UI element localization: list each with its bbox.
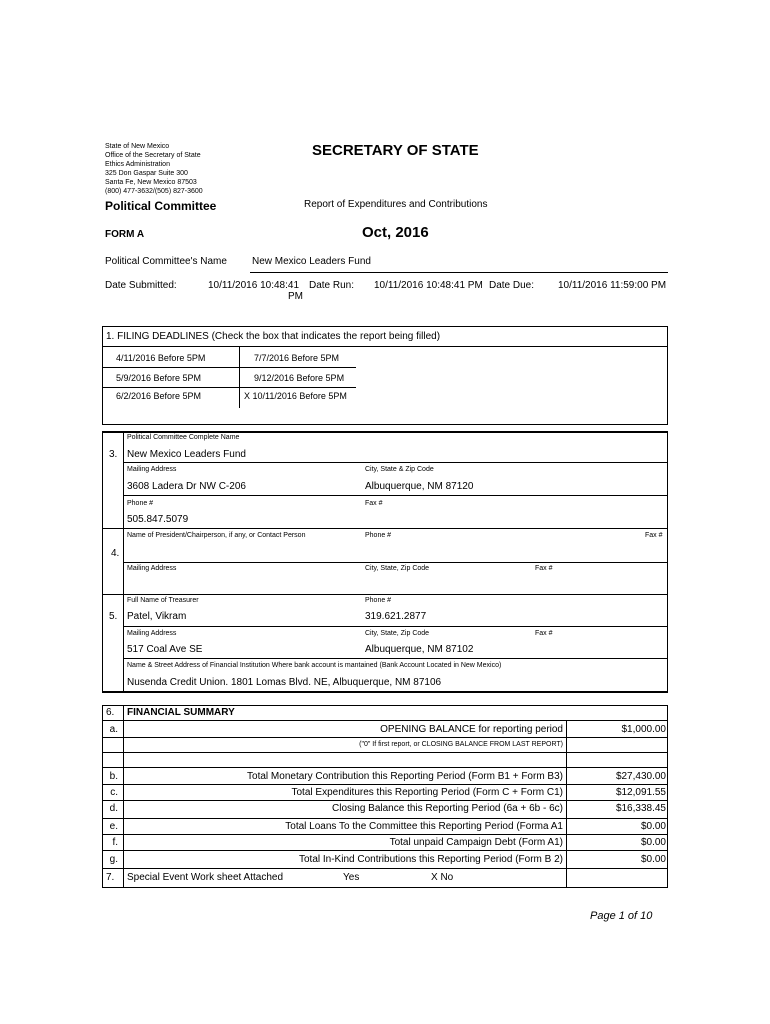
section-number: 7.: [106, 872, 115, 883]
financial-summary-title: FINANCIAL SUMMARY: [127, 707, 235, 718]
phone-label: Phone #: [365, 532, 392, 539]
opening-balance-label: OPENING BALANCE for reporting period: [380, 724, 563, 735]
divider: [102, 720, 668, 721]
section-number: 5.: [109, 611, 118, 622]
divider: [123, 462, 668, 463]
divider: [102, 767, 668, 768]
summary-row-label: Total Loans To the Committee this Reporting Period (Forma A1: [285, 821, 563, 832]
agency-line: Santa Fe, New Mexico 87503: [105, 179, 197, 186]
city-value[interactable]: Albuquerque, NM 87120: [365, 481, 474, 492]
section-number: 4.: [111, 548, 120, 559]
complete-name-label: Political Committee Complete Name: [127, 434, 240, 441]
treasurer-phone-value[interactable]: 319.621.2877: [365, 611, 427, 622]
treasurer-mailing-value[interactable]: 517 Coal Ave SE: [127, 644, 203, 655]
fax-label: Fax #: [365, 500, 383, 507]
row-letter: a.: [109, 724, 118, 735]
divider: [239, 346, 240, 408]
deadline-item-selected[interactable]: X 10/11/2016 Before 5PM: [244, 391, 347, 401]
divider: [102, 752, 668, 753]
divider: [102, 868, 668, 869]
underline: [250, 272, 668, 273]
agency-line: Ethics Administration: [105, 161, 170, 168]
page-title: SECRETARY OF STATE: [312, 142, 479, 159]
divider: [123, 705, 124, 888]
date-due-label: Date Due:: [489, 280, 535, 291]
divider: [102, 594, 668, 595]
divider: [123, 626, 668, 627]
agency-line: Office of the Secretary of State: [105, 152, 201, 159]
deadline-item[interactable]: 7/7/2016 Before 5PM: [254, 353, 340, 363]
summary-row-value[interactable]: $16,338.45: [615, 803, 666, 814]
divider: [102, 528, 668, 529]
divider: [123, 658, 668, 659]
president-label: Name of President/Chairperson, if any, or Contact Person: [127, 532, 306, 539]
summary-row-value[interactable]: $12,091.55: [615, 787, 666, 798]
form-label: FORM A: [105, 229, 145, 240]
deadline-item[interactable]: 4/11/2016 Before 5PM: [116, 353, 206, 363]
bank-label: Name & Street Address of Financial Institution Where bank account is mantained (Bank Account Located in New Mexico): [127, 662, 502, 669]
date-submitted-pm: PM: [288, 291, 303, 302]
divider: [102, 346, 668, 347]
divider: [102, 387, 356, 388]
opening-balance-value[interactable]: $1,000.00: [621, 724, 666, 735]
mailing-address-label: Mailing Address: [127, 630, 177, 637]
summary-row-value[interactable]: $0.00: [640, 854, 666, 865]
report-period: Oct, 2016: [362, 224, 429, 241]
section-number: 3.: [109, 449, 118, 460]
summary-row-value[interactable]: $0.00: [640, 821, 666, 832]
row-letter: e.: [109, 821, 118, 832]
city-label: City, State, Zip Code: [365, 630, 430, 637]
bank-value[interactable]: Nusenda Credit Union. 1801 Lomas Blvd. NE, Albuquerque, NM 87106: [127, 677, 442, 688]
phone-label: Phone #: [127, 500, 154, 507]
date-run-value: 10/11/2016 10:48:41 PM: [374, 280, 483, 291]
agency-line: State of New Mexico: [105, 143, 170, 150]
row-letter: f.: [112, 837, 118, 848]
date-due-value: 10/11/2016 11:59:00 PM: [558, 280, 667, 291]
city-label: City, State & Zip Code: [365, 466, 434, 473]
agency-address: [105, 142, 203, 196]
divider: [102, 800, 668, 801]
treasurer-city-value[interactable]: Albuquerque, NM 87102: [365, 644, 474, 655]
row-letter: g.: [109, 854, 118, 865]
mailing-address-label: Mailing Address: [127, 466, 177, 473]
divider: [102, 850, 668, 851]
summary-row-label: Total Monetary Contribution this Reporting Period (Form B1 + Form B3): [247, 771, 563, 782]
treasurer-value[interactable]: Patel, Vikram: [127, 611, 187, 622]
row-letter: c.: [110, 787, 118, 798]
summary-row-label: Total unpaid Campaign Debt (Form A1): [389, 837, 563, 848]
row-letter: d.: [109, 803, 118, 814]
divider: [123, 562, 668, 563]
fax-label: Fax #: [645, 532, 663, 539]
special-event-no[interactable]: X No: [431, 872, 454, 883]
deadline-item[interactable]: 5/9/2016 Before 5PM: [116, 373, 202, 383]
summary-row-label: Closing Balance this Reporting Period (6a + 6b - 6c): [332, 803, 563, 814]
filing-deadlines-title: 1. FILING DEADLINES (Check the box that indicates the report being filled): [106, 331, 441, 342]
agency-line: (800) 477-3632/(505) 827-3600: [105, 188, 203, 195]
agency-line: 325 Don Gaspar Suite 300: [105, 170, 188, 177]
section-number: 6.: [106, 707, 115, 718]
fax-label: Fax #: [535, 630, 553, 637]
report-type: Political Committee: [105, 199, 217, 213]
date-run-label: Date Run:: [309, 280, 355, 291]
treasurer-label: Full Name of Treasurer: [127, 597, 199, 604]
opening-balance-note: ("0" If first report, or CLOSING BALANCE FROM LAST REPORT): [359, 741, 563, 748]
row-letter: b.: [109, 771, 118, 782]
summary-row-label: Total Expenditures this Reporting Period (Form C + Form C1): [291, 787, 563, 798]
summary-row-value[interactable]: $27,430.00: [615, 771, 666, 782]
complete-name-value[interactable]: New Mexico Leaders Fund: [127, 449, 246, 460]
divider: [102, 784, 668, 785]
date-submitted-value: 10/11/2016 10:48:41: [208, 280, 300, 291]
deadline-item[interactable]: 9/12/2016 Before 5PM: [254, 373, 345, 383]
summary-row-value[interactable]: $0.00: [640, 837, 666, 848]
page-number: Page 1 of 10: [590, 910, 653, 922]
special-event-yes[interactable]: Yes: [343, 872, 360, 883]
divider: [123, 495, 668, 496]
date-submitted-label: Date Submitted:: [105, 280, 177, 291]
divider: [102, 834, 668, 835]
divider: [102, 818, 668, 819]
city-label: City, State, Zip Code: [365, 565, 430, 572]
summary-row-label: Total In-Kind Contributions this Reporting Period (Form B 2): [298, 854, 563, 865]
mailing-address-label: Mailing Address: [127, 565, 177, 572]
fax-label: Fax #: [535, 565, 553, 572]
report-name: Report of Expenditures and Contributions: [304, 199, 488, 210]
divider: [102, 367, 356, 368]
deadline-item[interactable]: 6/2/2016 Before 5PM: [116, 391, 202, 401]
divider: [102, 737, 668, 738]
special-event-label: Special Event Work sheet Attached: [127, 872, 284, 883]
committee-name-label: Political Committee's Name: [105, 256, 227, 267]
committee-name-value: New Mexico Leaders Fund: [252, 256, 371, 267]
phone-label: Phone #: [365, 597, 392, 604]
mailing-address-value[interactable]: 3608 Ladera Dr NW C-206: [127, 481, 246, 492]
phone-value[interactable]: 505.847.5079: [127, 514, 189, 525]
